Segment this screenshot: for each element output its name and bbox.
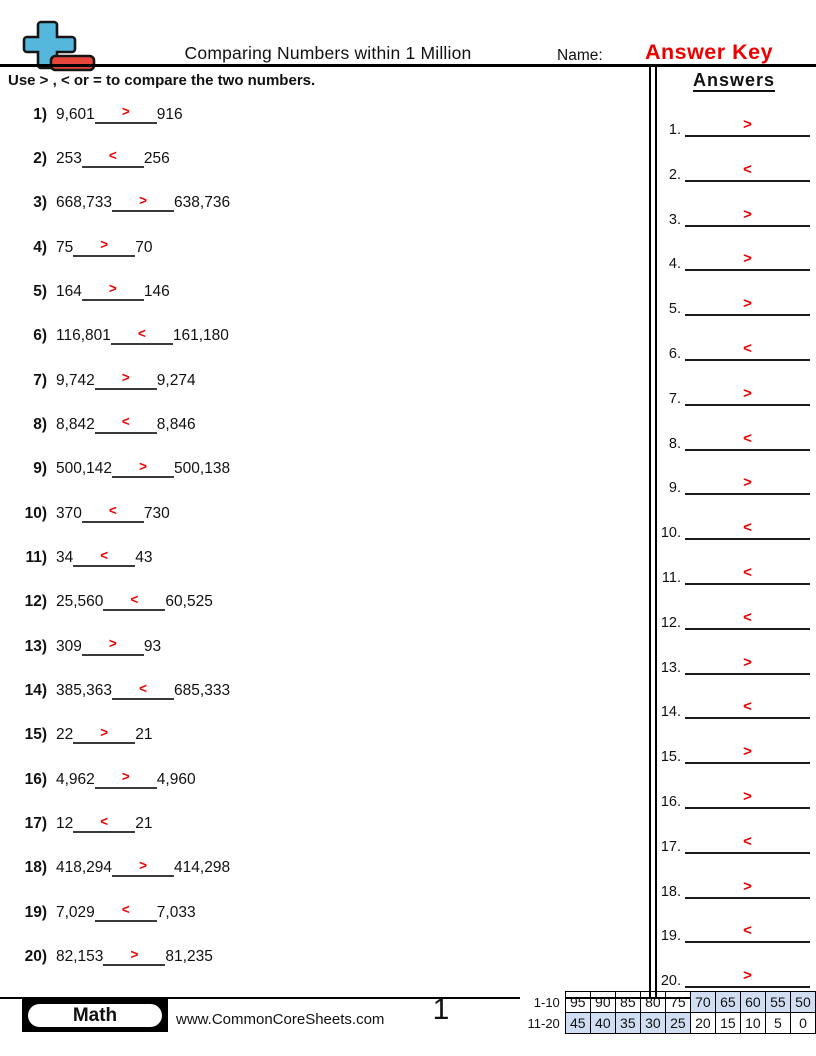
answer-symbol: > — [743, 877, 752, 895]
subject-badge — [22, 999, 168, 1032]
answer-line — [685, 247, 810, 271]
answer-line — [685, 651, 810, 675]
answer-number: 2. — [668, 166, 681, 183]
answer-symbol: > — [743, 653, 752, 671]
answer-line — [685, 695, 810, 719]
score-cell: 40 — [590, 1013, 615, 1034]
answer-number: 4. — [668, 256, 681, 273]
answer-symbol: < — [743, 519, 752, 537]
problem-right-value: 916 — [156, 105, 183, 123]
problem-number: 7) — [33, 371, 47, 389]
problem-row — [0, 722, 153, 744]
problem-left-value: 164 — [56, 282, 82, 300]
problem-right-value: 93 — [143, 637, 162, 655]
comparison-blank — [82, 634, 144, 656]
comparison-blank — [112, 456, 174, 478]
answer-row — [653, 877, 816, 899]
problem-row — [0, 323, 229, 345]
answer-symbol: > — [743, 384, 752, 402]
answer-number: 3. — [668, 211, 681, 228]
problem-right-value: 414,298 — [174, 859, 231, 877]
answer-symbol: > — [743, 295, 752, 313]
problem-row — [0, 501, 170, 523]
problem-row — [0, 944, 213, 966]
score-range-label: 1-10 — [520, 992, 565, 1013]
problem-row — [0, 589, 213, 611]
answer-number: 11. — [661, 570, 681, 586]
answer-line — [685, 561, 810, 585]
answer-row — [653, 832, 816, 854]
answer-symbol: > — [743, 250, 752, 268]
answer-number: 12. — [660, 614, 681, 631]
answer-number: 17. — [660, 838, 681, 855]
score-cell: 90 — [590, 992, 615, 1013]
problem-row — [0, 190, 230, 212]
answer-row — [653, 742, 816, 764]
answer-line — [685, 113, 810, 137]
problem-number: 20) — [24, 948, 47, 966]
comparison-blank — [103, 944, 165, 966]
answer-row — [653, 384, 816, 406]
answer-symbol: < — [743, 922, 752, 940]
score-cell: 70 — [690, 992, 715, 1013]
answer-number: 7. — [668, 390, 681, 407]
answer-line — [685, 606, 810, 630]
comparison-symbol: < — [100, 547, 109, 563]
answer-number: 10. — [660, 525, 681, 542]
answer-symbol: > — [743, 788, 752, 805]
answer-line — [685, 740, 810, 764]
comparison-symbol: < — [100, 813, 109, 829]
score-cell: 20 — [690, 1013, 715, 1034]
answer-line — [685, 337, 810, 361]
problem-row — [0, 678, 230, 700]
problem-row — [0, 235, 153, 257]
comparison-symbol: > — [121, 370, 130, 386]
comparison-symbol: > — [130, 946, 139, 962]
problem-left-value: 9,742 — [56, 371, 95, 389]
score-cell: 80 — [640, 992, 665, 1013]
score-cell: 85 — [615, 992, 640, 1013]
problem-row — [0, 634, 161, 656]
comparison-blank — [82, 279, 144, 301]
comparison-symbol: > — [108, 281, 117, 297]
problem-left-value: 668,733 — [56, 194, 113, 212]
answer-number: 16. — [660, 794, 681, 810]
problem-number: 11) — [25, 549, 47, 566]
problem-right-value: 730 — [143, 504, 170, 522]
problem-row — [0, 767, 196, 789]
answer-row — [653, 653, 816, 675]
problem-row — [0, 102, 183, 124]
comparison-symbol: > — [139, 857, 147, 873]
answer-row — [653, 115, 816, 137]
answer-symbol: < — [743, 564, 752, 581]
comparison-symbol: < — [121, 902, 130, 918]
problem-left-value: 4,962 — [56, 770, 95, 788]
problem-row — [0, 456, 230, 478]
problem-left-value: 309 — [56, 637, 82, 655]
problem-left-value: 9,601 — [56, 105, 95, 123]
problem-number: 3) — [33, 194, 47, 212]
problem-left-value: 253 — [56, 149, 82, 167]
problem-left-value: 25,560 — [56, 593, 104, 611]
comparison-symbol: > — [108, 636, 117, 652]
answer-line — [685, 158, 810, 182]
answer-line — [685, 785, 810, 809]
problem-right-value: 21 — [135, 726, 153, 744]
problem-right-value: 500,138 — [174, 460, 231, 478]
problem-right-value: 60,525 — [165, 593, 213, 611]
problem-row — [0, 855, 230, 877]
header-rule — [0, 64, 816, 67]
answer-line — [685, 427, 810, 451]
comparison-blank — [73, 811, 135, 833]
problem-left-value: 116,801 — [56, 327, 111, 345]
comparison-symbol: < — [139, 680, 147, 696]
problem-row — [0, 279, 170, 301]
answer-row — [653, 921, 816, 943]
problem-right-value: 638,736 — [174, 194, 231, 212]
answer-row — [653, 697, 816, 719]
problem-number: 9) — [33, 460, 47, 478]
problem-number: 13) — [24, 637, 47, 655]
problem-left-value: 370 — [56, 504, 82, 522]
answer-line — [685, 964, 810, 988]
problem-left-value: 8,842 — [56, 415, 95, 433]
answers-heading: Answers — [692, 70, 776, 90]
problem-number: 2) — [33, 149, 47, 167]
comparison-blank — [82, 501, 144, 523]
answer-row — [653, 205, 816, 227]
answer-line — [685, 875, 810, 899]
answer-symbol: > — [743, 743, 752, 761]
worksheet-title: Comparing Numbers within 1 Million — [184, 43, 472, 63]
problem-left-value: 22 — [56, 726, 74, 744]
comparison-blank — [112, 855, 174, 877]
problem-right-value: 9,274 — [156, 371, 196, 389]
problem-row — [0, 412, 196, 434]
problem-right-value: 4,960 — [156, 770, 196, 788]
comparison-blank — [73, 545, 135, 567]
answer-number: 20. — [660, 973, 681, 990]
problem-number: 18) — [24, 859, 47, 877]
answer-number: 15. — [660, 749, 681, 766]
answer-number: 19. — [660, 928, 681, 945]
answer-row — [653, 563, 816, 585]
problem-number: 16) — [24, 770, 47, 788]
problem-left-value: 418,294 — [56, 859, 113, 877]
answer-row — [653, 608, 816, 630]
comparison-blank — [95, 368, 157, 390]
answer-number: 9. — [668, 480, 681, 497]
answer-number: 14. — [660, 704, 681, 721]
comparison-symbol: > — [139, 192, 147, 208]
problem-number: 4) — [33, 238, 47, 256]
problem-left-value: 75 — [56, 238, 74, 256]
comparison-blank — [95, 900, 157, 922]
subject-badge-label: Math — [26, 1002, 164, 1029]
comparison-symbol: < — [121, 414, 130, 430]
problem-left-value: 12 — [56, 815, 74, 833]
problem-number: 10) — [24, 504, 47, 522]
problem-number: 19) — [24, 903, 47, 921]
comparison-blank — [103, 589, 165, 611]
problem-number: 17) — [24, 815, 47, 833]
answer-row — [653, 339, 816, 361]
problem-left-value: 7,029 — [56, 903, 95, 921]
comparison-symbol: > — [121, 104, 130, 119]
answer-number: 1. — [668, 122, 681, 138]
score-cell: 45 — [565, 1013, 590, 1034]
comparison-blank — [73, 235, 135, 257]
answer-row — [653, 966, 816, 988]
problem-row — [0, 545, 153, 567]
answer-number: 5. — [668, 301, 681, 318]
answer-row — [653, 518, 816, 540]
problem-right-value: 81,235 — [165, 948, 213, 966]
answer-symbol: > — [743, 474, 752, 492]
score-cell: 95 — [565, 992, 590, 1013]
answer-number: 6. — [668, 346, 681, 362]
answer-symbol: < — [743, 832, 752, 850]
answer-key-label: Answer Key — [644, 40, 774, 64]
problem-right-value: 7,033 — [156, 903, 196, 921]
comparison-symbol: < — [137, 325, 146, 341]
problem-right-value: 685,333 — [174, 682, 231, 700]
score-row — [520, 1013, 816, 1034]
problem-row — [0, 900, 196, 922]
comparison-symbol: > — [121, 769, 130, 785]
answer-symbol: < — [743, 608, 752, 626]
website-text: www.CommonCoreSheets.com — [176, 1011, 385, 1028]
answer-row — [653, 473, 816, 495]
score-cell: 30 — [640, 1013, 665, 1034]
score-cell: 65 — [715, 992, 740, 1013]
answer-symbol: < — [743, 340, 752, 357]
problem-right-value: 43 — [135, 549, 153, 566]
problem-number: 1) — [33, 105, 47, 123]
problem-left-value: 34 — [56, 549, 74, 566]
answer-line — [685, 292, 810, 316]
problem-number: 12) — [24, 593, 47, 611]
answer-line — [685, 919, 810, 943]
answer-row — [653, 294, 816, 316]
grading-table — [520, 991, 816, 1034]
score-row — [520, 992, 816, 1013]
answer-row — [653, 249, 816, 271]
score-range-label: 11-20 — [520, 1013, 565, 1034]
answer-symbol: > — [743, 116, 752, 133]
instruction-text: Use > , < or = to compare the two numbers. — [8, 72, 316, 89]
score-cell: 75 — [665, 992, 690, 1013]
score-cell: 60 — [740, 992, 765, 1013]
problem-number: 6) — [33, 327, 47, 345]
score-cell: 50 — [790, 992, 815, 1013]
problem-number: 14) — [24, 682, 47, 700]
comparison-blank — [82, 146, 144, 168]
problem-left-value: 500,142 — [56, 460, 113, 478]
comparison-symbol: > — [100, 237, 109, 253]
answer-line — [685, 382, 810, 406]
problem-right-value: 21 — [135, 815, 153, 833]
comparison-symbol: < — [108, 503, 117, 519]
problem-number: 8) — [33, 415, 47, 433]
comparison-blank — [111, 323, 173, 345]
score-cell: 5 — [765, 1013, 790, 1034]
answer-row — [653, 160, 816, 182]
comparison-blank — [95, 102, 157, 124]
comparison-blank — [95, 767, 157, 789]
answer-line — [685, 203, 810, 227]
answer-line — [685, 830, 810, 854]
problem-row — [0, 368, 196, 390]
answer-symbol: < — [743, 698, 752, 716]
problem-left-value: 82,153 — [56, 948, 104, 966]
problem-right-value: 161,180 — [172, 327, 229, 345]
answer-number: 8. — [668, 435, 681, 452]
problem-number: 5) — [33, 282, 47, 300]
answer-line — [685, 516, 810, 540]
problem-right-value: 146 — [143, 282, 170, 300]
answer-symbol: > — [743, 205, 752, 223]
problem-row — [0, 146, 170, 168]
comparison-blank — [112, 678, 174, 700]
comparison-symbol: < — [108, 148, 117, 164]
problem-right-value: 70 — [135, 238, 153, 256]
answer-number: 18. — [660, 883, 681, 900]
problem-right-value: 256 — [143, 149, 170, 167]
answer-line — [685, 471, 810, 495]
score-cell: 55 — [765, 992, 790, 1013]
answer-symbol: > — [743, 967, 752, 985]
answer-row — [653, 429, 816, 451]
name-label: Name: — [557, 47, 603, 64]
answer-symbol: < — [743, 160, 752, 178]
comparison-symbol: > — [100, 724, 109, 740]
answer-row — [653, 787, 816, 809]
problem-row — [0, 811, 153, 833]
page-number: 1 — [432, 993, 450, 1026]
answer-symbol: < — [743, 429, 752, 447]
comparison-blank — [95, 412, 157, 434]
score-cell: 15 — [715, 1013, 740, 1034]
problem-number: 15) — [24, 726, 47, 744]
score-cell: 35 — [615, 1013, 640, 1034]
problem-right-value: 8,846 — [156, 415, 196, 433]
comparison-symbol: < — [130, 591, 139, 607]
comparison-blank — [112, 190, 174, 212]
score-cell: 25 — [665, 1013, 690, 1034]
score-cell: 0 — [790, 1013, 815, 1034]
problem-left-value: 385,363 — [56, 682, 113, 700]
answer-number: 13. — [660, 659, 681, 676]
comparison-blank — [73, 722, 135, 744]
score-cell: 10 — [740, 1013, 765, 1034]
comparison-symbol: > — [139, 458, 147, 474]
